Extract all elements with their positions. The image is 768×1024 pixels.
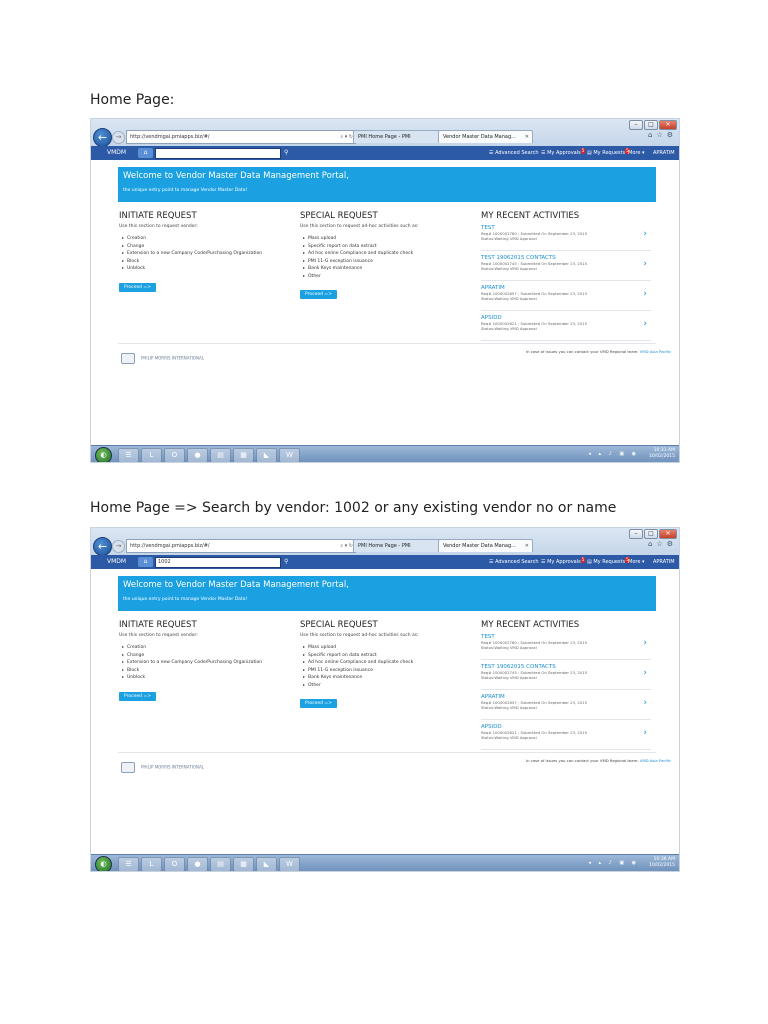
address-url: http://vendmgai.pmiapps.biz/#/ (130, 543, 210, 549)
list-item: ▸ PMI 11-G exception issuance (300, 258, 419, 266)
activity-name[interactable]: APRATIM (481, 285, 505, 291)
recent-activities-title: MY RECENT ACTIVITIES (481, 211, 580, 221)
close-icon[interactable]: ✕ (659, 529, 677, 539)
list-item: ▸ Change (119, 243, 262, 251)
activity-name[interactable]: TEST 19062015 CONTACTS (481, 664, 556, 670)
home-icon[interactable]: ⌂ (647, 131, 653, 139)
special-proceed-button[interactable]: Proceed => (300, 290, 337, 299)
footer-logo (121, 762, 204, 773)
special-request-title: SPECIAL REQUEST (300, 620, 378, 630)
window-buttons (629, 120, 677, 130)
footer-divider (118, 343, 656, 344)
list-item: ▸ Extension to a new Company Code/Purchasing Organization (119, 250, 262, 258)
caption-search-by-vendor: Home Page => Search by vendor: 1002 or any existing vendor no or name (90, 500, 617, 516)
special-request-list (300, 235, 419, 280)
list-item: ▸ Mass upload (300, 235, 419, 243)
activity-request-info: Req# 1000002657 ; Submitted On September 23, 2015 (481, 291, 588, 296)
list-item: ▸ Specific report on data extract (300, 652, 419, 660)
special-request-section (300, 211, 419, 299)
explorer-icon[interactable]: ▦ (233, 448, 254, 463)
activity-request-info: Req# 1000002780 ; Submitted On September 23, 2015 (481, 231, 588, 236)
footer-logo (121, 353, 204, 364)
list-item: ▸ Ad hoc online Compliance and duplicate check (300, 659, 419, 667)
initiate-request-list (119, 644, 262, 682)
folder-icon[interactable]: ▤ (210, 448, 231, 463)
lync-icon[interactable]: L (141, 857, 162, 872)
home-button[interactable]: ⌂ (138, 148, 153, 158)
initiate-request-list (119, 235, 262, 273)
caption-home-page: Home Page: (90, 92, 175, 108)
forward-icon[interactable]: → (112, 540, 125, 553)
initiate-request-section (119, 211, 262, 292)
window-buttons (629, 529, 677, 539)
activity-item[interactable] (481, 281, 651, 311)
explorer-icon[interactable]: ▦ (233, 857, 254, 872)
maximize-icon[interactable]: □ (644, 529, 658, 539)
tray-time: 10:31 AM (653, 448, 675, 453)
welcome-subtitle: the unique entry point to manage Vendor Master Data! (123, 188, 248, 193)
footer-contact-link[interactable]: VMD Asia Pacific (639, 349, 672, 354)
list-item: ▸ Change (119, 652, 262, 660)
favorites-icon[interactable]: ☆ (656, 540, 663, 548)
special-request-desc: Use this section to request ad-hoc activities such as: (300, 633, 419, 638)
pmi-seal-icon (121, 762, 135, 773)
search-input[interactable]: 1002 (155, 557, 281, 568)
tray-date: 10/02/2015 (649, 454, 675, 459)
tab-vendor-master[interactable] (438, 539, 533, 552)
my-approvals-link[interactable]: ☰ My Approvals5 (541, 557, 585, 565)
chevron-right-icon[interactable]: › (643, 698, 647, 708)
activity-status: Status:Waiting VMD Approval (481, 266, 537, 271)
tab-close-icon[interactable]: ✕ (524, 134, 529, 140)
minimize-icon[interactable]: – (629, 529, 643, 539)
activity-status: Status:Waiting VMD Approval (481, 705, 537, 710)
list-item: ▸ Creation (119, 644, 262, 652)
activity-name[interactable]: TEST (481, 225, 495, 231)
chrome-icon[interactable]: ● (187, 448, 208, 463)
activity-name[interactable]: TEST (481, 634, 495, 640)
activity-item[interactable] (481, 660, 651, 690)
initiate-request-desc: Use this section to request vendor: (119, 224, 198, 229)
browser-chrome (91, 528, 679, 556)
footer-contact-text: In case of issues you can contact your VMD Regional team: (526, 349, 639, 354)
my-approvals-label: My Approvals (547, 559, 581, 565)
recent-activities-section (481, 620, 651, 750)
activity-request-info: Req# 1000002621 ; Submitted On September 23, 2015 (481, 321, 588, 326)
home-icon[interactable]: ⌂ (647, 540, 653, 548)
welcome-title: Welcome to Vendor Master Data Management Portal, (123, 580, 349, 590)
outlook-icon[interactable]: O (164, 448, 185, 463)
my-requests-label: My Requests (593, 559, 626, 565)
back-icon[interactable]: ← (93, 537, 112, 556)
activity-item[interactable] (481, 251, 651, 281)
tab-label: Vendor Master Data Manag... (443, 134, 516, 140)
ie-icon[interactable]: ☰ (118, 448, 139, 463)
activity-name[interactable]: TEST 19062015 CONTACTS (481, 255, 556, 261)
tab-pmi-home[interactable] (353, 130, 445, 143)
chevron-right-icon[interactable]: › (643, 728, 647, 738)
initiate-request-desc: Use this section to request vendor: (119, 633, 198, 638)
welcome-title: Welcome to Vendor Master Data Management Portal, (123, 171, 349, 181)
app-navbar (91, 555, 679, 569)
advanced-search-label: Advanced Search (495, 559, 539, 565)
chevron-right-icon[interactable]: › (643, 668, 647, 678)
activity-item[interactable] (481, 221, 651, 251)
tab-label: Vendor Master Data Manag... (443, 543, 516, 549)
tab-label: PMI Home Page - PMI (358, 543, 411, 549)
minimize-icon[interactable]: – (629, 120, 643, 130)
tray-time: 10:36 AM (653, 857, 675, 862)
my-requests-link[interactable]: ▤ My Requests5 (587, 557, 629, 565)
my-approvals-link[interactable]: ☰ My Approvals5 (541, 148, 585, 156)
word-icon[interactable]: W (279, 857, 300, 872)
search-input[interactable] (155, 148, 281, 159)
address-controls[interactable]: ⌕ ▾ ↻ (340, 134, 353, 140)
windows-taskbar (91, 445, 679, 463)
recent-activities-section (481, 211, 651, 341)
address-bar[interactable] (126, 130, 356, 144)
tray-clock[interactable] (649, 857, 675, 869)
close-icon[interactable]: ✕ (659, 120, 677, 130)
chevron-right-icon[interactable]: › (643, 638, 647, 648)
special-request-desc: Use this section to request ad-hoc activities such as: (300, 224, 419, 229)
address-controls[interactable]: ⌕ ▾ ↻ (340, 543, 353, 549)
screenshot-home-page (90, 118, 680, 463)
tab-label: PMI Home Page - PMI (358, 134, 411, 140)
back-icon[interactable]: ← (93, 128, 112, 147)
activity-item[interactable] (481, 720, 651, 750)
special-request-title: SPECIAL REQUEST (300, 211, 378, 221)
favorites-icon[interactable]: ☆ (656, 131, 663, 139)
initiate-request-title: INITIATE REQUEST (119, 211, 197, 221)
lync-icon[interactable]: L (141, 448, 162, 463)
initiate-request-title: INITIATE REQUEST (119, 620, 197, 630)
user-name[interactable]: APRATIM (653, 559, 675, 565)
more-label: More (628, 559, 641, 565)
footer-contact (526, 349, 671, 354)
user-name[interactable]: APRATIM (653, 150, 675, 156)
initiate-request-section (119, 620, 262, 701)
my-requests-link[interactable]: ▤ My Requests5 (587, 148, 629, 156)
footer-logo-text: PHILIP MORRIS INTERNATIONAL (141, 355, 204, 361)
activity-request-info: Req# 1000002745 ; Submitted On September 23, 2015 (481, 670, 588, 675)
more-menu[interactable]: More ▾ (628, 559, 645, 565)
advanced-search-label: Advanced Search (495, 150, 539, 156)
activity-name[interactable]: APSIDD (481, 315, 502, 321)
activity-item[interactable] (481, 690, 651, 720)
tray-clock[interactable] (649, 448, 675, 460)
tray-icons[interactable]: ◂ ▴ ♪ ▣ ◉ (588, 860, 639, 866)
chevron-right-icon[interactable]: › (643, 229, 647, 239)
word-icon[interactable]: W (279, 448, 300, 463)
activity-status: Status:Waiting VMD Approval (481, 326, 537, 331)
tray-date: 10/02/2015 (649, 863, 675, 868)
special-proceed-button[interactable]: Proceed => (300, 699, 337, 708)
activity-status: Status:Waiting VMD Approval (481, 236, 537, 241)
list-item: ▸ Unblock (119, 265, 262, 273)
my-requests-label: My Requests (593, 150, 626, 156)
list-item: ▸ Block (119, 258, 262, 266)
footer-contact-link[interactable]: VMD Asia Pacific (639, 758, 672, 763)
browser-toolbar-icons (648, 540, 673, 548)
activity-name[interactable]: APSIDD (481, 724, 502, 730)
list-item: ▸ Specific report on data extract (300, 243, 419, 251)
search-icon[interactable]: ⚲ (284, 149, 289, 156)
chrome-icon[interactable]: ● (187, 857, 208, 872)
search-icon[interactable]: ⚲ (284, 558, 289, 565)
special-request-section (300, 620, 419, 708)
tray-icons[interactable]: ◂ ▴ ♪ ▣ ◉ (588, 451, 639, 457)
activity-status: Status:Waiting VMD Approval (481, 675, 537, 680)
requests-count-badge: 5 (626, 557, 629, 562)
address-bar[interactable] (126, 539, 356, 553)
start-button[interactable]: ◐ (95, 856, 112, 872)
advanced-search-link[interactable]: ☰ Advanced Search (489, 150, 539, 156)
advanced-search-link[interactable]: ☰ Advanced Search (489, 559, 539, 565)
brand-logo[interactable]: VMDM (107, 558, 127, 565)
footer-logo-text: PHILIP MORRIS INTERNATIONAL (141, 764, 204, 770)
chevron-right-icon[interactable]: › (643, 259, 647, 269)
gear-icon[interactable]: ⚙ (666, 131, 673, 139)
welcome-banner (118, 576, 656, 611)
activity-request-info: Req# 1000002657 ; Submitted On September 23, 2015 (481, 700, 588, 705)
welcome-banner (118, 167, 656, 202)
list-item: ▸ Ad hoc online Compliance and duplicate check (300, 250, 419, 258)
chevron-right-icon[interactable]: › (643, 319, 647, 329)
screenshot-search-by-vendor (90, 527, 680, 872)
home-button[interactable]: ⌂ (138, 557, 153, 567)
welcome-subtitle: the unique entry point to manage Vendor Master Data! (123, 597, 248, 602)
recent-activities-title: MY RECENT ACTIVITIES (481, 620, 580, 630)
my-approvals-label: My Approvals (547, 150, 581, 156)
approvals-count-badge: 5 (581, 557, 585, 562)
activity-status: Status:Waiting VMD Approval (481, 645, 537, 650)
footer-divider (118, 752, 656, 753)
windows-taskbar (91, 854, 679, 872)
pmi-seal-icon (121, 353, 135, 364)
outlook-icon[interactable]: O (164, 857, 185, 872)
list-item: ▸ Block (119, 667, 262, 675)
ie-icon[interactable]: ☰ (118, 857, 139, 872)
activity-status: Status:Waiting VMD Approval (481, 735, 537, 740)
activity-status: Status:Waiting VMD Approval (481, 296, 537, 301)
app-icon[interactable]: ◣ (256, 448, 277, 463)
forward-icon[interactable]: → (112, 131, 125, 144)
footer-contact (526, 758, 671, 763)
tab-vendor-master[interactable] (438, 130, 533, 143)
tab-close-icon[interactable]: ✕ (524, 543, 529, 549)
activity-request-info: Req# 1000002621 ; Submitted On September 23, 2015 (481, 730, 588, 735)
special-request-list (300, 644, 419, 689)
browser-toolbar-icons (648, 131, 673, 139)
activity-item[interactable] (481, 630, 651, 660)
requests-count-badge: 5 (626, 148, 629, 153)
maximize-icon[interactable]: □ (644, 120, 658, 130)
list-item: ▸ Mass upload (300, 644, 419, 652)
address-url: http://vendmgai.pmiapps.biz/#/ (130, 134, 210, 140)
chevron-right-icon[interactable]: › (643, 289, 647, 299)
list-item: ▸ Extension to a new Company Code/Purchasing Organization (119, 659, 262, 667)
app-icon[interactable]: ◣ (256, 857, 277, 872)
gear-icon[interactable]: ⚙ (666, 540, 673, 548)
folder-icon[interactable]: ▤ (210, 857, 231, 872)
approvals-count-badge: 5 (581, 148, 585, 153)
activity-item[interactable] (481, 311, 651, 341)
list-item: ▸ Creation (119, 235, 262, 243)
list-item: ▸ Unblock (119, 674, 262, 682)
app-navbar (91, 146, 679, 160)
footer-contact-text: In case of issues you can contact your VMD Regional team: (526, 758, 639, 763)
initiate-proceed-button[interactable]: Proceed => (119, 692, 156, 701)
start-button[interactable]: ◐ (95, 447, 112, 463)
brand-logo[interactable]: VMDM (107, 149, 127, 156)
list-item: ▸ PMI 11-G exception issuance (300, 667, 419, 675)
activity-name[interactable]: APRATIM (481, 694, 505, 700)
tab-pmi-home[interactable] (353, 539, 445, 552)
browser-chrome (91, 119, 679, 147)
list-item: ▸ Bank Keys maintenance (300, 674, 419, 682)
activity-request-info: Req# 1000002780 ; Submitted On September 23, 2015 (481, 640, 588, 645)
activity-request-info: Req# 1000002745 ; Submitted On September 23, 2015 (481, 261, 588, 266)
list-item: ▸ Other (300, 273, 419, 281)
list-item: ▸ Bank Keys maintenance (300, 265, 419, 273)
more-label: More (628, 150, 641, 156)
list-item: ▸ Other (300, 682, 419, 690)
more-menu[interactable]: More ▾ (628, 150, 645, 156)
initiate-proceed-button[interactable]: Proceed => (119, 283, 156, 292)
